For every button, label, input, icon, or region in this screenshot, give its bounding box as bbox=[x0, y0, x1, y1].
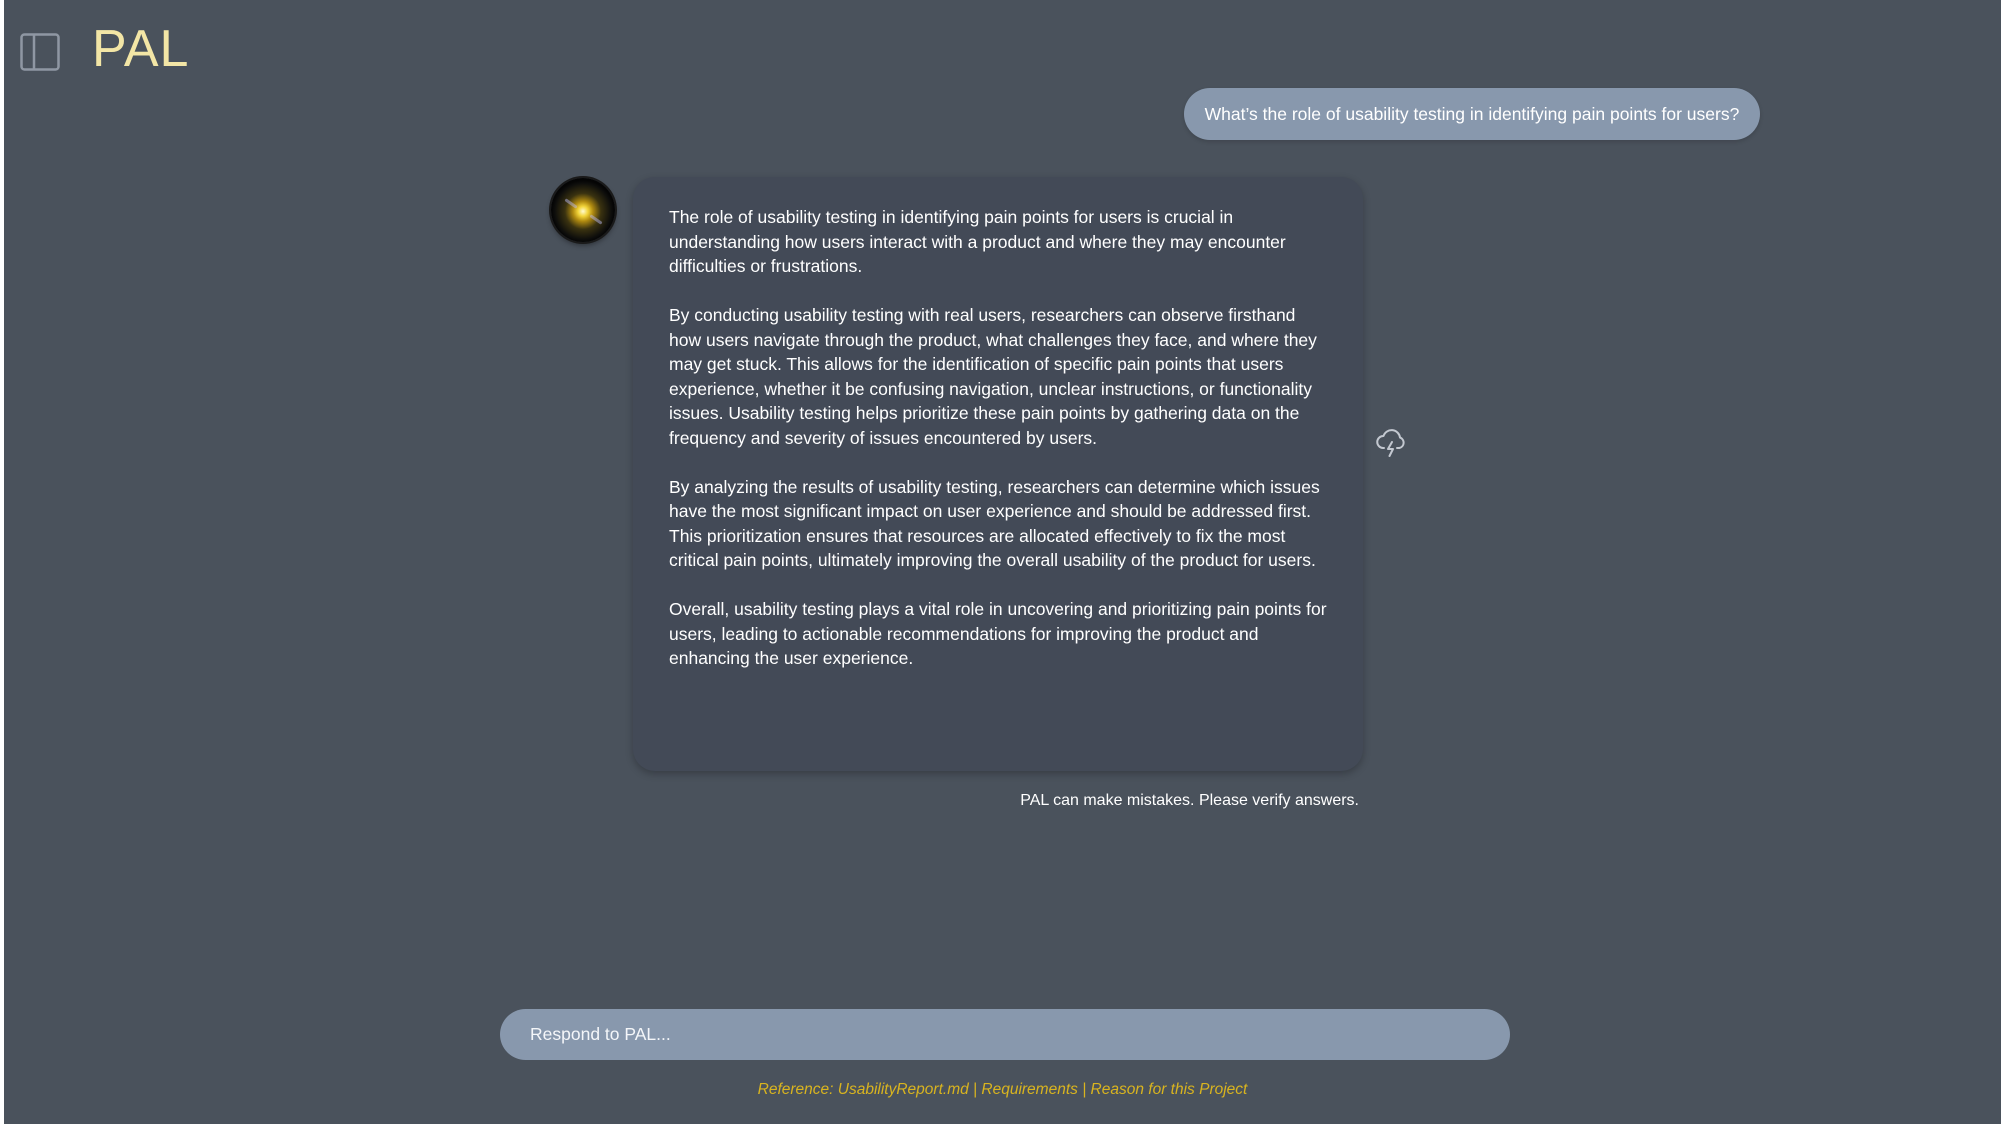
reference-link-usability-report[interactable]: UsabilityReport.md bbox=[837, 1081, 969, 1098]
reference-separator: | bbox=[973, 1081, 978, 1098]
assistant-paragraph: By analyzing the results of usability testing, researchers can determine which issues have the most significant impact on user experience and should be addressed first. This prioritization ensures that resources are allocated effectively to fix the most critical pain points, ultimately improving the overall usability of the product for users. bbox=[669, 476, 1320, 570]
reference-link-requirements[interactable]: Requirements bbox=[981, 1081, 1078, 1098]
user-message-bubble: What’s the role of usability testing in identifying pain points for users? bbox=[1184, 88, 1760, 140]
reference-separator: | bbox=[1082, 1081, 1087, 1098]
avatar-glint bbox=[589, 214, 602, 224]
chat-app bbox=[4, 0, 2001, 1124]
feedback-button[interactable] bbox=[1375, 425, 1407, 457]
reference-link-project-reason[interactable]: Reason for this Project bbox=[1090, 1081, 1248, 1098]
reference-label: Reference: bbox=[757, 1081, 834, 1098]
sidebar-toggle-button[interactable] bbox=[20, 33, 60, 71]
assistant-message-bubble bbox=[633, 177, 1363, 771]
app-title: PAL bbox=[92, 20, 190, 78]
assistant-paragraph: Overall, usability testing plays a vital role in uncovering and prioritizing pain points for users, leading to actionable recommendations for improving the product and enhancing the user experience. bbox=[669, 599, 1327, 668]
assistant-avatar bbox=[551, 178, 615, 242]
assistant-paragraph: The role of usability testing in identifying pain points for users is crucial in understanding how users interact with a product and where they may encounter difficulties or frustrations. bbox=[669, 207, 1286, 276]
sidebar-panel-icon bbox=[20, 33, 60, 71]
avatar-glint bbox=[564, 198, 577, 208]
disclaimer-text: PAL can make mistakes. Please verify answers. bbox=[1020, 792, 1359, 809]
cloud-lightning-icon bbox=[1375, 425, 1407, 457]
assistant-paragraph: By conducting usability testing with real users, researchers can observe firsthand how users navigate through the product, what challenges they face, and where they may get stuck. This allows for the identification of specific pain points that users experience, whether it be confusing navigation, unclear instructions, or functionality issues. Usability testing helps prioritize these pain points by gathering data on the frequency and severity of issues encountered by users. bbox=[669, 305, 1317, 448]
message-input[interactable] bbox=[500, 1009, 1510, 1060]
reference-footer bbox=[0, 1080, 2005, 1100]
